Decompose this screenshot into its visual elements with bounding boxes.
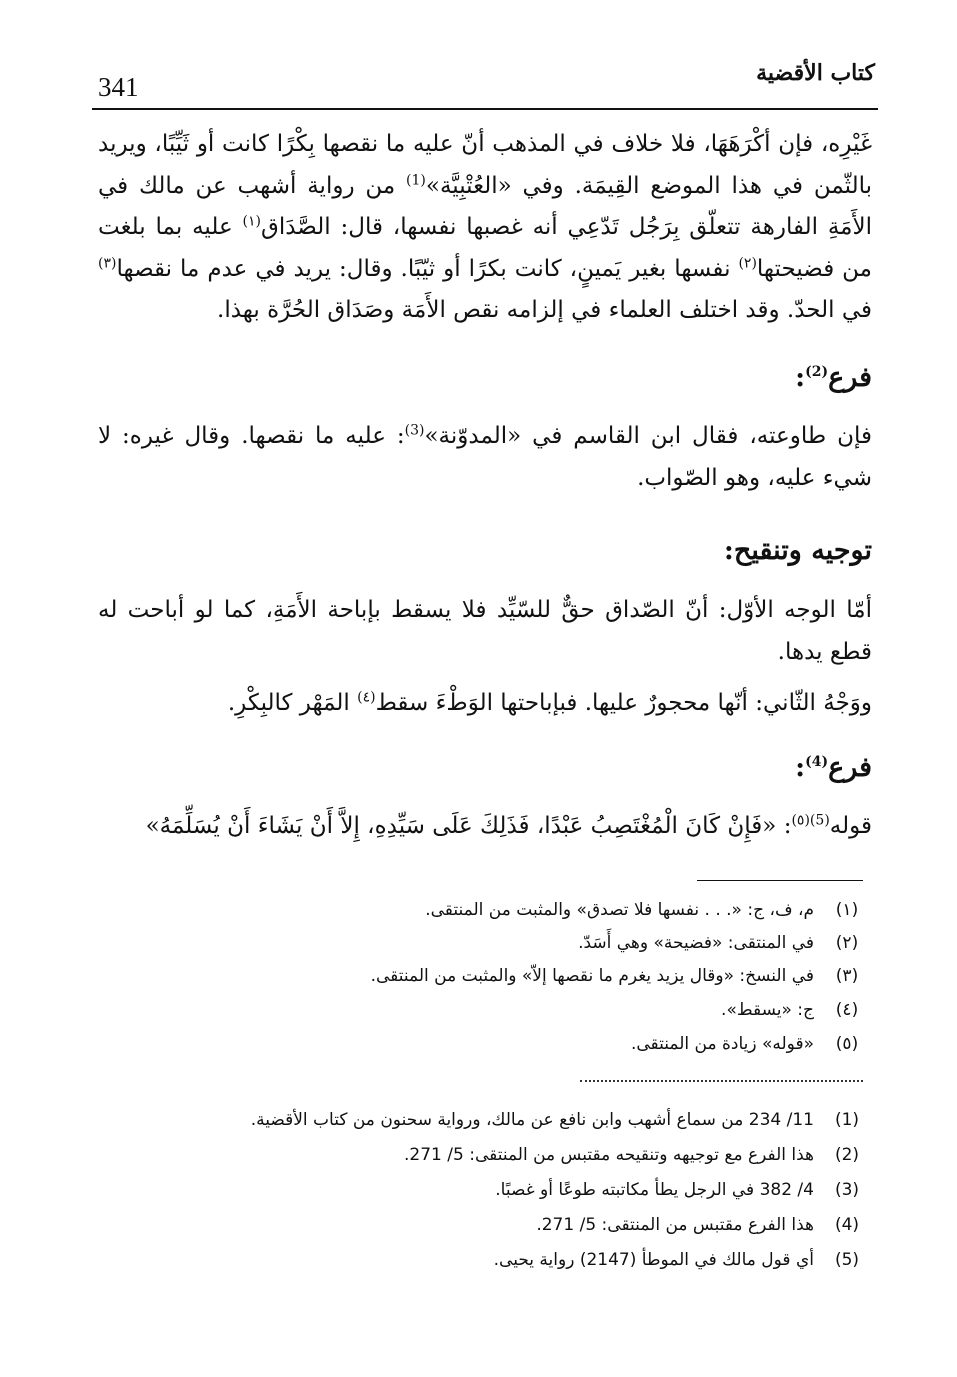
footnote-ref: (2): [805, 364, 829, 380]
paragraph-text: عليه بما بلغت من فضيحتها: [98, 214, 872, 282]
paragraph-text: في الحدّ. وقد اختلف العلماء في إلزامه نقص الأَمَة وصَدَاق الحُرَّة بهذا.: [217, 297, 872, 323]
footnote-text: أي قول مالك في الموطأ (2147) رواية يحيى.: [493, 1250, 814, 1270]
footnote-number: (4): [834, 1215, 860, 1235]
paragraph-5: [98, 806, 872, 848]
paragraph-text: ووَجْهُ الثّاني: أنّها محجورٌ عليها. فبإباحتها الوَطْءَ سقط: [375, 690, 872, 716]
section-heading-justification: توجيه وتنقيح:: [723, 535, 872, 566]
heading-text: فرع: [828, 362, 872, 393]
footnote-ref: (٢): [738, 254, 757, 271]
paragraph-text: المَهْر كالبِكْرِ.: [227, 690, 358, 716]
footnote-text: هذا الفرع مع توجيهه وتنقيحه مقتبس من المنتقى: 5/ 271.: [403, 1145, 814, 1165]
paragraph-2: [98, 416, 872, 499]
footnote-text: ج: «يسقط».: [721, 1000, 814, 1020]
footnote-text: 4/ 382 في الرجل يطأ مكاتبته طوعًا أو غصبًا.: [495, 1180, 814, 1200]
page-number: 341: [98, 72, 139, 102]
paragraph-text: من رواية أشهب عن مالك في الأَمَةِ الفارهة تتعلّق بِرَجُل تَدّعِي أنه غصبها نفسها، قال: الصَّدَاق: [98, 172, 872, 240]
footnote-ref: (١): [242, 213, 261, 230]
heading-colon: :: [795, 752, 806, 783]
footnote-source: [142, 1250, 862, 1270]
paragraph-3: أمّا الوجه الأوّل: أنّ الصّداق حقٌّ للسّيِّد فلا يسقط بإباحة الأَمَةِ، كما لو أباحت له قطع يدها.: [98, 597, 872, 665]
footnote-number: (١): [835, 900, 859, 920]
footnote-text: في المنتقى: «فضيحة» وهي أَسَدّ.: [578, 933, 814, 953]
footnote-number: (٥): [835, 1034, 859, 1054]
paragraph-text: غَيْرِه، فإن أكْرَهَهَا، فلا خلاف في المذهب أنّ عليه ما نقصها بِكْرًا كانت أو ثَيِّبًا، ويريد بالثّمن في هذا الموضع القِيمَة. وفي «العُتْبِيَّة»: [98, 131, 872, 199]
paragraph-text: : «فَإِنْ كَانَ الْمُغْتَصِبُ عَبْدًا، فَذَلِكَ عَلَى سَيِّدِهِ، إِلاَّ أَنْ يَشَاءَ أَنْ يُسَلِّمَهُ»: [145, 813, 792, 839]
footnote-source: [142, 1110, 862, 1130]
footnote-variant: [142, 900, 862, 920]
footnote-dotted-divider: [580, 1080, 863, 1082]
footnote-number: (2): [834, 1145, 860, 1165]
footnote-ref: (3): [404, 422, 425, 439]
footnote-number: (1): [834, 1110, 860, 1130]
paragraph-text: قوله: [829, 813, 872, 839]
footnote-text: في النسخ: «وقال يزيد يغرم ما نقصها إلاّ» والمثبت من المنتقى.: [370, 966, 814, 986]
footnote-text: هذا الفرع مقتبس من المنتقى: 5/ 271.: [536, 1215, 814, 1235]
heading-colon: :: [795, 362, 806, 393]
footnote-ref: (4): [805, 754, 829, 770]
footnote-source: [142, 1215, 862, 1235]
footnote-source: [142, 1145, 862, 1165]
footnote-ref: (1): [406, 171, 426, 188]
footnote-ref: (٣): [98, 254, 117, 271]
footnote-text: م، ف، ج: «. . . نفسها فلا تصدق» والمثبت من المنتقى.: [425, 900, 814, 920]
footnote-ref: (5)(٥): [791, 812, 830, 829]
footnote-variant: [142, 1000, 862, 1020]
footnote-variant: [142, 1034, 862, 1054]
paragraph-text: فإن طاوعته، فقال ابن القاسم في «المدوّنة»: [424, 423, 872, 449]
running-header-title: كتاب الأقضية: [756, 60, 875, 86]
paragraph-1: [98, 124, 872, 332]
footnote-variant: [142, 966, 862, 986]
footnote-ref: (٤): [357, 689, 376, 706]
footnote-variant: [142, 933, 862, 953]
section-heading-branch-4: [98, 752, 872, 783]
paragraph-4: [98, 683, 872, 725]
footnote-number: (3): [834, 1180, 860, 1200]
footnote-text: «قوله» زيادة من المنتقى.: [630, 1034, 814, 1054]
section-heading-branch-2: [98, 362, 872, 393]
paragraph-text: : عليه ما نقصها. وقال غيره: لا شيء عليه، وهو الصّواب.: [98, 423, 872, 491]
paragraph-text: نفسها بغير يَمينٍ، كانت بكرًا أو ثيّبًا. وقال: يريد في عدم ما نقصها: [116, 255, 739, 282]
footnote-number: (٤): [835, 1000, 859, 1020]
footnote-number: (٣): [835, 966, 859, 986]
footnote-source: [142, 1180, 862, 1200]
heading-text: فرع: [828, 752, 872, 783]
footnote-text: 11/ 234 من سماع أشهب وابن نافع عن مالك، ورواية سحنون من كتاب الأقضية.: [250, 1110, 814, 1130]
footnote-number: (5): [834, 1250, 860, 1270]
footnote-divider: [697, 880, 863, 881]
footnote-number: (٢): [835, 933, 859, 953]
header-divider: [92, 108, 878, 110]
